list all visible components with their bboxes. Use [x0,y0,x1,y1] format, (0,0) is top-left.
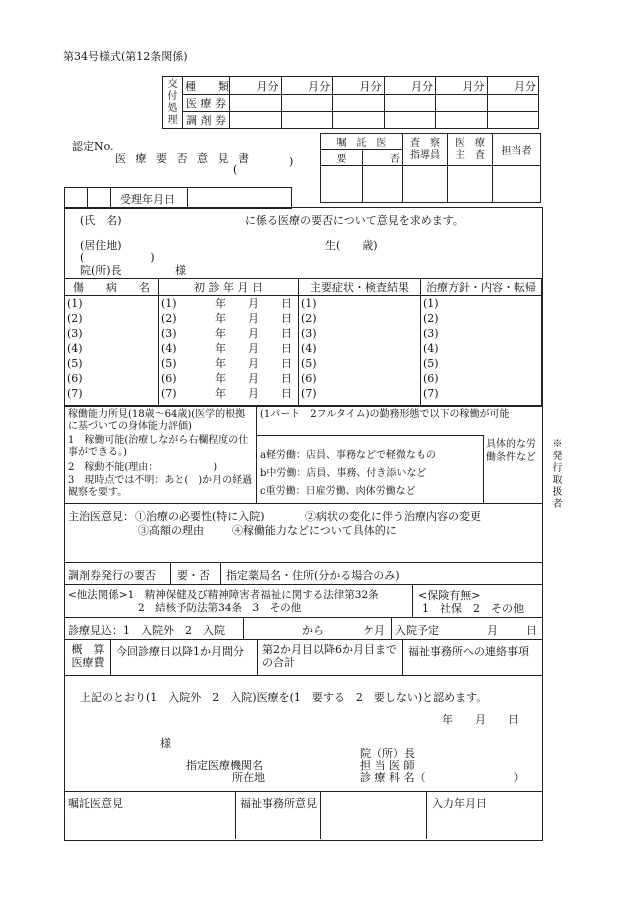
request-text: に係る医療の要否について意見を求めます。 [245,214,464,227]
month-cell: 月分 [487,77,539,95]
hospitalization-from: から [302,624,324,637]
pharmacy-ticket-label: 調 剤 券 [183,112,230,129]
work-ability-title: 稼働能力所見(18歳～64歳)(医学的根拠に基づいての身体能力評価) [68,409,246,432]
birth-label: 生( 歳) [325,239,378,252]
page-title: 医 療 要 否 意 見 書 [115,152,252,165]
side-note: ※発行取扱者 [550,438,561,510]
director-sama: 様 [175,264,186,277]
diagnosis-table [64,278,542,406]
ticket-cell[interactable] [436,95,488,112]
ticket-cell[interactable] [487,95,539,112]
director-label: 院(所)長 [80,264,122,277]
ticket-cell[interactable] [281,95,333,112]
month-cell: 月分 [436,77,488,95]
inspector-label: 査 察 指導員 [403,134,448,166]
received-date-box [64,187,292,209]
insurance-items: 1 社保 2 その他 [422,602,524,615]
title-paren-open: ( [233,163,238,176]
med-chief-label: 医 療 主 査 [448,134,493,166]
kind-label: 種 類 [183,77,230,95]
pharmacy-designated: 指定薬局名・住所(分かる場合のみ) [226,569,400,582]
ticket-cell[interactable] [436,112,488,129]
need-label: 要 [321,150,363,166]
welfare-note: 福祉事務所への連絡事項 [408,645,529,658]
commission-doctor-label: 嘱 託 医 [321,134,403,150]
ticket-cell[interactable] [384,95,436,112]
opinion-item4: ④稼働能力などについて具体的に [232,524,397,537]
address-label: (居住地) [80,239,122,252]
other-law-line1: <他法関係>1 精神保健及び精神障害者福祉に関する法律第32条 [68,589,379,601]
not-label: 否 [363,150,403,166]
opinion-item1: ①治療の必要性(特に入院) [135,510,265,523]
input-date: 入力年月日 [432,797,487,810]
stamp-cell[interactable] [493,166,541,203]
header-treatment: 治療方針・内容・転帰 [421,279,542,296]
month-cell: 月分 [281,77,333,95]
month-cell: 月分 [230,77,282,95]
ticket-cell[interactable] [333,95,385,112]
disease-col[interactable]: (1) (2) (3) (4) (5) (6) (7) [65,296,159,406]
hospitalization-plan: 入院予定 [395,624,439,637]
stamp-cell[interactable] [403,166,448,203]
conclusion-date: 年 月 日 [442,713,519,726]
work-ability-line2: 2 稼動不能(理由： ) [68,462,218,473]
header-symptoms: 主要症状・検査結果 [299,279,421,296]
address-paren: ( ) [80,251,155,264]
cost-label: 概 算 医療費 [71,643,105,669]
stamp-cell[interactable] [363,166,403,203]
work-ability-line3: 3 現時点では不明：あと( )か月の経過観察を要す。 [68,475,253,498]
title-paren-close: ) [289,155,294,168]
name-label: (氏 名) [80,214,122,227]
received-date-label: 受理年月日 [120,193,175,206]
opinion-item2: ②病状の変化に伴う治療内容の変更 [305,510,481,523]
pharmacy-need[interactable]: 要・否 [177,569,210,582]
conclusion-attending: 担 当 医 師 [360,759,415,772]
conclusion-sama: 様 [160,737,171,750]
issuance-table [162,76,539,129]
month-cell: 月分 [384,77,436,95]
header-disease: 傷 病 名 [65,279,159,296]
ticket-cell[interactable] [487,112,539,129]
cost-first-month: 今回診療日以降1か月間分 [116,645,244,658]
month-cell: 月分 [333,77,385,95]
commission-table [320,133,541,203]
hospitalization-month: 月 [487,624,498,637]
heavy-labor: c重労働：日雇労働、肉体労働など [260,486,416,497]
ticket-cell[interactable] [230,95,282,112]
form-number: 第34号様式(第12条関係) [63,50,188,63]
opinion-item3: ③高額の理由 [138,524,204,537]
medium-labor: b中労働：店員、事務、付き添いなど [260,468,427,479]
light-labor: a軽労働：店員、事務などで軽微なもの [260,450,436,461]
hospitalization-day: 日 [526,624,537,637]
stamp-cell[interactable] [448,166,493,203]
treatment-col[interactable]: (1) (2) (3) (4) (5) (6) (7) [421,296,542,406]
conclusion-location: 所在地 [232,771,265,784]
hospitalization-months: ケ月 [363,624,385,637]
welfare-opinion: 福祉事務所意見 [240,797,317,810]
header-first-visit: 初 診 年 月 日 [159,279,299,296]
work-form-text: (1パート 2フルタイム)の勤務形態で以下の稼働が可能 [260,409,510,420]
work-ability-line1: 1 稼働可能(治療しながら右欄程度の仕事ができる。) [68,435,249,458]
conclusion-institution: 指定医療機関名 [186,759,263,772]
insurance-title: <保険有無> [418,589,481,602]
pharmacy-label: 調剤券発行の要否 [68,569,156,582]
specific-conditions: 具体的な労働条件など [486,439,536,463]
ticket-cell[interactable] [333,112,385,129]
other-law-line2: 2 結核予防法第34条 3 その他 [138,602,302,614]
first-visit-col[interactable]: (1) 年 月 日 (2) 年 月 日 (3) 年 月 日 (4) 年 月 日 (5) 年 月 日 (6) 年 月 日 (7) 年 月 日 [159,296,299,406]
ticket-cell[interactable] [384,112,436,129]
conclusion-director: 院（所）長 [360,747,415,760]
cost-second: 第2か月目以降6か月目までの合計 [262,643,397,669]
conclusion-department: 診 療 科 名（ ） [360,771,525,784]
hospitalization-label: 診療見込：1 入院外 2 入院 [68,624,225,637]
doctor-opinion-label: 主治医意見： [68,510,134,523]
ticket-cell[interactable] [281,112,333,129]
stamp-cell[interactable] [321,166,363,203]
ticket-cell[interactable] [230,112,282,129]
medical-ticket-label: 医 療 券 [183,95,230,112]
staff-label: 担当者 [493,134,541,166]
issuance-side-label: 交 付 処 理 [163,77,183,129]
commission-opinion: 嘱託医意見 [68,797,123,810]
cert-no-label: 認定No. [72,140,114,153]
symptoms-col[interactable]: (1) (2) (3) (4) (5) (6) (7) [299,296,421,406]
conclusion-text: 上記のとおり(1 入院外 2 入院)医療を(1 要する 2 要しない)と認めます。 [80,691,488,704]
